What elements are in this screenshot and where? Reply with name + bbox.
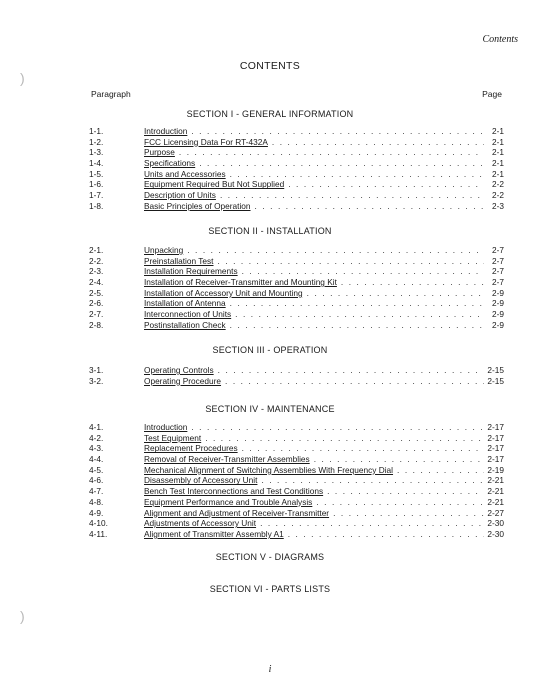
section-5-heading: SECTION V - DIAGRAMS bbox=[215, 552, 325, 562]
entry-page: 2-15 bbox=[487, 375, 504, 386]
entry-number: 4-4. bbox=[89, 454, 104, 465]
entry-title: Equipment Required But Not Supplied bbox=[144, 179, 285, 190]
section-2-entries bbox=[0, 245, 540, 331]
entry-number: 2-8. bbox=[89, 319, 104, 330]
entry-number: 4-9. bbox=[89, 507, 104, 518]
toc-entry[interactable] bbox=[0, 179, 540, 190]
page-title: CONTENTS bbox=[239, 60, 301, 72]
toc-entry[interactable] bbox=[0, 518, 540, 529]
toc-entry[interactable] bbox=[0, 158, 540, 169]
paragraph-column-header: Paragraph bbox=[91, 89, 131, 99]
entry-title: Introduction bbox=[144, 126, 188, 136]
entry-title: Interconnection of Units bbox=[144, 309, 232, 320]
toc-entry[interactable] bbox=[0, 169, 540, 180]
toc-entry[interactable] bbox=[0, 309, 540, 320]
entry-title: Installation of Receiver-Transmitter and Mounting Kit bbox=[144, 277, 337, 288]
entry-title: Specifications bbox=[144, 158, 196, 169]
entry-number: 4-3. bbox=[89, 443, 104, 454]
entry-title: Unpacking bbox=[144, 245, 184, 255]
toc-entry[interactable] bbox=[0, 529, 540, 540]
toc-entry[interactable] bbox=[0, 256, 540, 267]
entry-page: 2-1 bbox=[492, 147, 504, 158]
entry-title: Purpose bbox=[144, 147, 175, 158]
entry-page: 2-7 bbox=[492, 255, 504, 266]
section-6-heading: SECTION VI - PARTS LISTS bbox=[209, 584, 331, 594]
entry-number: 1-1. bbox=[89, 126, 104, 136]
entry-page: 2-21 bbox=[487, 496, 504, 507]
entry-page: 2-7 bbox=[492, 277, 504, 288]
entry-title: Preinstallation Test bbox=[144, 255, 214, 266]
toc-entry[interactable] bbox=[0, 433, 540, 444]
entry-page: 2-30 bbox=[487, 518, 504, 529]
entry-title: Bench Test Interconnections and Test Conditions bbox=[144, 486, 324, 497]
entry-number: 1-6. bbox=[89, 179, 104, 190]
entry-number: 4-1. bbox=[89, 422, 104, 432]
entry-page: 2-9 bbox=[492, 319, 504, 330]
entry-number: 1-4. bbox=[89, 158, 104, 169]
binder-hole-mark: ) bbox=[20, 70, 25, 86]
page-number: i bbox=[268, 664, 272, 675]
entry-number: 4-5. bbox=[89, 464, 104, 475]
entry-page: 2-1 bbox=[492, 158, 504, 169]
section-1-entries bbox=[0, 126, 540, 212]
toc-entry[interactable] bbox=[0, 465, 540, 476]
section-3-heading: SECTION III - OPERATION bbox=[212, 345, 328, 355]
toc-entry[interactable] bbox=[0, 201, 540, 212]
entry-page: 2-15 bbox=[487, 365, 504, 375]
entry-page: 2-7 bbox=[492, 245, 504, 255]
toc-entry[interactable] bbox=[0, 298, 540, 309]
entry-title: Alignment of Transmitter Assembly A1 bbox=[144, 528, 284, 539]
entry-page: 2-17 bbox=[487, 432, 504, 443]
entry-page: 2-3 bbox=[492, 200, 504, 211]
entry-number: 4-7. bbox=[89, 486, 104, 497]
toc-entry[interactable] bbox=[0, 266, 540, 277]
toc-entry[interactable] bbox=[0, 137, 540, 148]
entry-title: Removal of Receiver-Transmitter Assemblies bbox=[144, 454, 310, 465]
toc-entry[interactable] bbox=[0, 147, 540, 158]
binder-hole-mark: ) bbox=[20, 608, 25, 624]
entry-number: 2-5. bbox=[89, 287, 104, 298]
entry-number: 1-7. bbox=[89, 190, 104, 201]
entry-title: Equipment Performance and Trouble Analysis bbox=[144, 496, 313, 507]
entry-number: 4-6. bbox=[89, 475, 104, 486]
entry-page: 2-1 bbox=[492, 168, 504, 179]
toc-entry[interactable] bbox=[0, 288, 540, 299]
entry-page: 2-17 bbox=[487, 443, 504, 454]
entry-number: 4-2. bbox=[89, 432, 104, 443]
section-2-heading: SECTION II - INSTALLATION bbox=[208, 226, 332, 236]
toc-entry[interactable] bbox=[0, 277, 540, 288]
entry-title: Test Equipment bbox=[144, 432, 202, 443]
entry-title: Postinstallation Check bbox=[144, 319, 226, 330]
entry-number: 1-8. bbox=[89, 200, 104, 211]
page-column-header: Page bbox=[482, 89, 502, 99]
entry-page: 2-19 bbox=[487, 464, 504, 475]
entry-page: 2-27 bbox=[487, 507, 504, 518]
entry-title: Mechanical Alignment of Switching Assemblies With Frequency Dial bbox=[144, 464, 394, 475]
section-1-heading: SECTION I - GENERAL INFORMATION bbox=[186, 109, 354, 119]
entry-page: 2-9 bbox=[492, 298, 504, 309]
toc-entry[interactable] bbox=[0, 454, 540, 465]
entry-number: 2-6. bbox=[89, 298, 104, 309]
section-4-entries bbox=[0, 422, 540, 540]
toc-entry[interactable] bbox=[0, 508, 540, 519]
entry-page: 2-7 bbox=[492, 266, 504, 277]
entry-page: 2-17 bbox=[487, 422, 504, 432]
entry-number: 2-2. bbox=[89, 255, 104, 266]
entry-page: 2-21 bbox=[487, 475, 504, 486]
entry-title: Installation of Antenna bbox=[144, 298, 226, 309]
toc-entry[interactable] bbox=[0, 365, 540, 376]
entry-number: 1-3. bbox=[89, 147, 104, 158]
entry-title: Alignment and Adjustment of Receiver-Transmitter bbox=[144, 507, 330, 518]
toc-entry[interactable] bbox=[0, 320, 540, 331]
entry-title: Adjustments of Accessory Unit bbox=[144, 518, 257, 529]
entry-title: Introduction bbox=[144, 422, 188, 432]
entry-title: Installation of Accessory Unit and Mounting bbox=[144, 287, 303, 298]
toc-entry[interactable] bbox=[0, 497, 540, 508]
entry-number: 4-8. bbox=[89, 496, 104, 507]
entry-number: 3-1. bbox=[89, 365, 104, 375]
toc-entry[interactable] bbox=[0, 486, 540, 497]
section-4-heading: SECTION IV - MAINTENANCE bbox=[205, 404, 335, 414]
toc-entry[interactable] bbox=[0, 422, 540, 433]
entry-page: 2-9 bbox=[492, 309, 504, 320]
entry-page: 2-30 bbox=[487, 528, 504, 539]
entry-number: 4-11. bbox=[89, 528, 108, 539]
entry-page: 2-21 bbox=[487, 486, 504, 497]
entry-number: 2-1. bbox=[89, 245, 104, 255]
toc-entry[interactable] bbox=[0, 376, 540, 387]
toc-entry[interactable] bbox=[0, 443, 540, 454]
running-head: Contents bbox=[482, 34, 518, 45]
entry-page: 2-2 bbox=[492, 190, 504, 201]
toc-entry[interactable] bbox=[0, 245, 540, 256]
entry-number: 3-2. bbox=[89, 375, 104, 386]
section-3-entries bbox=[0, 365, 540, 386]
entry-page: 2-1 bbox=[492, 136, 504, 147]
entry-page: 2-9 bbox=[492, 287, 504, 298]
entry-title: Replacement Procedures bbox=[144, 443, 238, 454]
entry-title: Installation Requirements bbox=[144, 266, 238, 277]
toc-entry[interactable] bbox=[0, 475, 540, 486]
entry-page: 2-2 bbox=[492, 179, 504, 190]
entry-number: 1-2. bbox=[89, 136, 104, 147]
entry-number: 2-4. bbox=[89, 277, 104, 288]
entry-title: Basic Principles of Operation bbox=[144, 200, 251, 211]
entry-page: 2-1 bbox=[492, 126, 504, 136]
entry-title: Disassembly of Accessory Unit bbox=[144, 475, 258, 486]
entry-page: 2-17 bbox=[487, 454, 504, 465]
entry-number: 2-7. bbox=[89, 309, 104, 320]
toc-entry[interactable] bbox=[0, 126, 540, 137]
entry-title: Operating Procedure bbox=[144, 375, 222, 386]
entry-number: 2-3. bbox=[89, 266, 104, 277]
entry-title: FCC Licensing Data For RT-432A bbox=[144, 136, 268, 147]
entry-title: Units and Accessories bbox=[144, 168, 226, 179]
entry-number: 4-10. bbox=[89, 518, 108, 529]
entry-number: 1-5. bbox=[89, 168, 104, 179]
entry-title: Description of Units bbox=[144, 190, 216, 201]
toc-entry[interactable] bbox=[0, 190, 540, 201]
entry-title: Operating Controls bbox=[144, 365, 214, 375]
